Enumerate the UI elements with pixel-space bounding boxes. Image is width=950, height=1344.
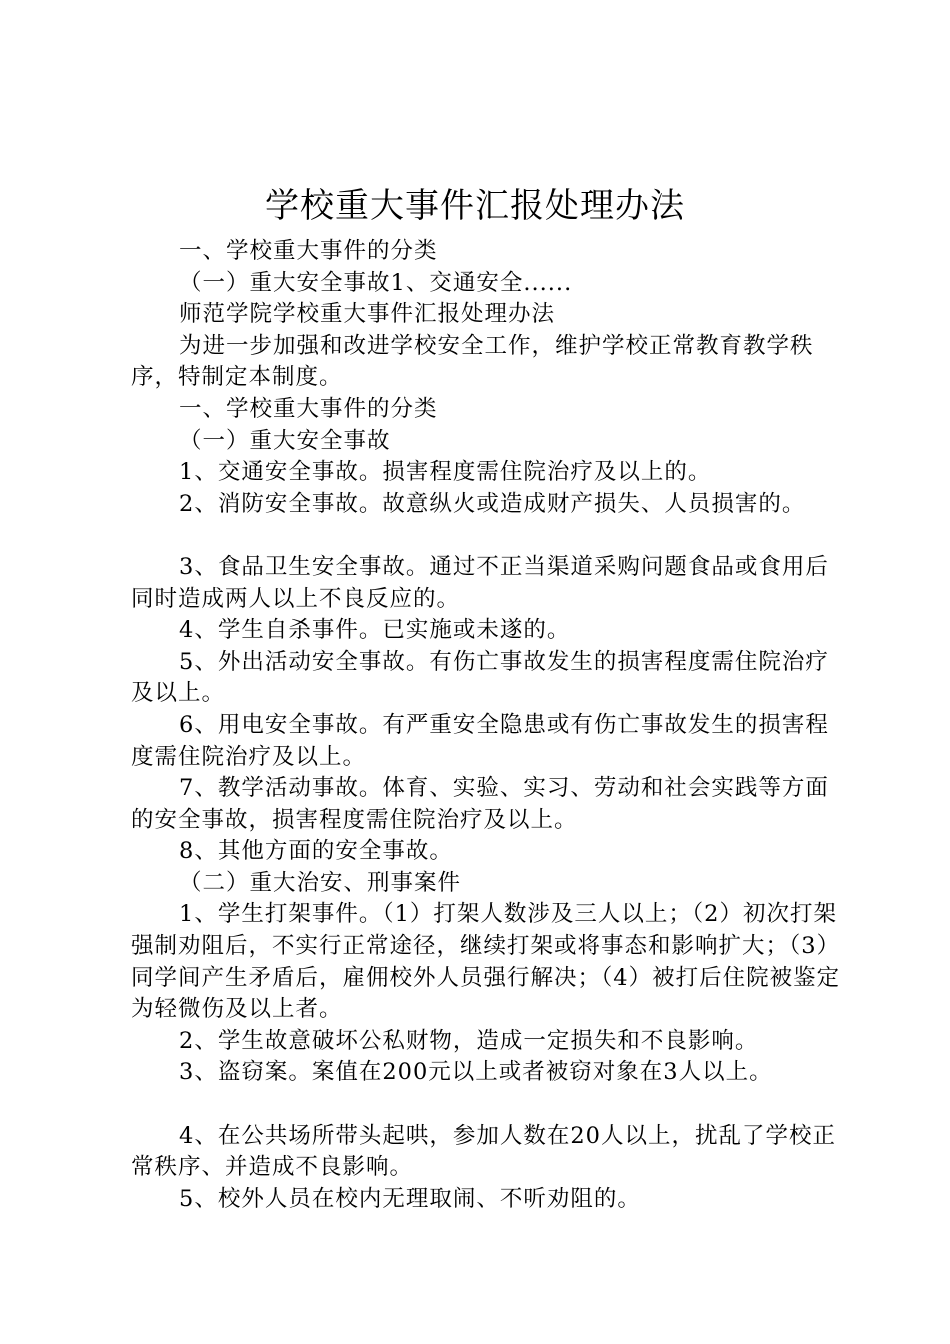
paragraph: （一）重大安全事故1、交通安全...... bbox=[179, 269, 573, 296]
paragraph: 一、学校重大事件的分类 bbox=[179, 395, 438, 422]
paragraph: 1、交通安全事故。损害程度需住院治疗及以上的。 bbox=[179, 459, 712, 486]
document-title: 学校重大事件汇报处理办法 bbox=[265, 186, 685, 226]
paragraph: 7、教学活动事故。体育、实验、实习、劳动和社会实践等方面的安全事故，损害程度需住院治疗及以上。 bbox=[131, 775, 829, 833]
paragraph: 5、外出活动安全事故。有伤亡事故发生的损害程度需住院治疗及以上。 bbox=[131, 648, 829, 707]
paragraph: 3、食品卫生安全事故。通过不正当渠道采购问题食品或食用后同时造成两人以上不良反应的。 bbox=[131, 553, 829, 612]
paragraph: 为进一步加强和改进学校安全工作，维护学校正常教育教学秩序，特制定本制度。 bbox=[131, 332, 814, 391]
paragraph: 6、用电安全事故。有严重安全隐患或有伤亡事故发生的损害程度需住院治疗及以上。 bbox=[131, 711, 829, 770]
paragraph: 4、在公共场所带头起哄，参加人数在20人以上，扰乱了学校正常秩序、并造成不良影响。 bbox=[131, 1122, 836, 1181]
paragraph: 师范学院学校重大事件汇报处理办法 bbox=[179, 301, 556, 328]
paragraph: 2、学生故意破坏公私财物，造成一定损失和不良影响。 bbox=[179, 1027, 759, 1054]
paragraph: 4、学生自杀事件。已实施或未遂的。 bbox=[179, 617, 571, 644]
paragraph: 8、其他方面的安全事故。 bbox=[179, 838, 453, 865]
paragraph: 一、学校重大事件的分类 bbox=[179, 238, 438, 264]
paragraph: （二）重大治安、刑事案件 bbox=[179, 869, 462, 896]
document-body bbox=[131, 236, 846, 1215]
paragraph: 5、校外人员在校内无理取闹、不听劝阻的。 bbox=[179, 1185, 641, 1212]
paragraph: 2、消防安全事故。故意纵火或造成财产损失、人员损害的。 bbox=[179, 490, 806, 517]
paragraph: 3、盗窃案。案值在200元以上或者被窃对象在3人以上。 bbox=[179, 1059, 773, 1086]
paragraph: （一）重大安全事故 bbox=[179, 427, 391, 454]
paragraph: 1、学生打架事件。（1）打架人数涉及三人以上；（2）初次打架强制劝阻后，不实行正常途径，继续打架或将事态和影响扩大；（3）同学间产生矛盾后，雇佣校外人员强行解决；（4）被打后住院被鉴定为轻微伤及以上者。 bbox=[131, 901, 841, 1023]
